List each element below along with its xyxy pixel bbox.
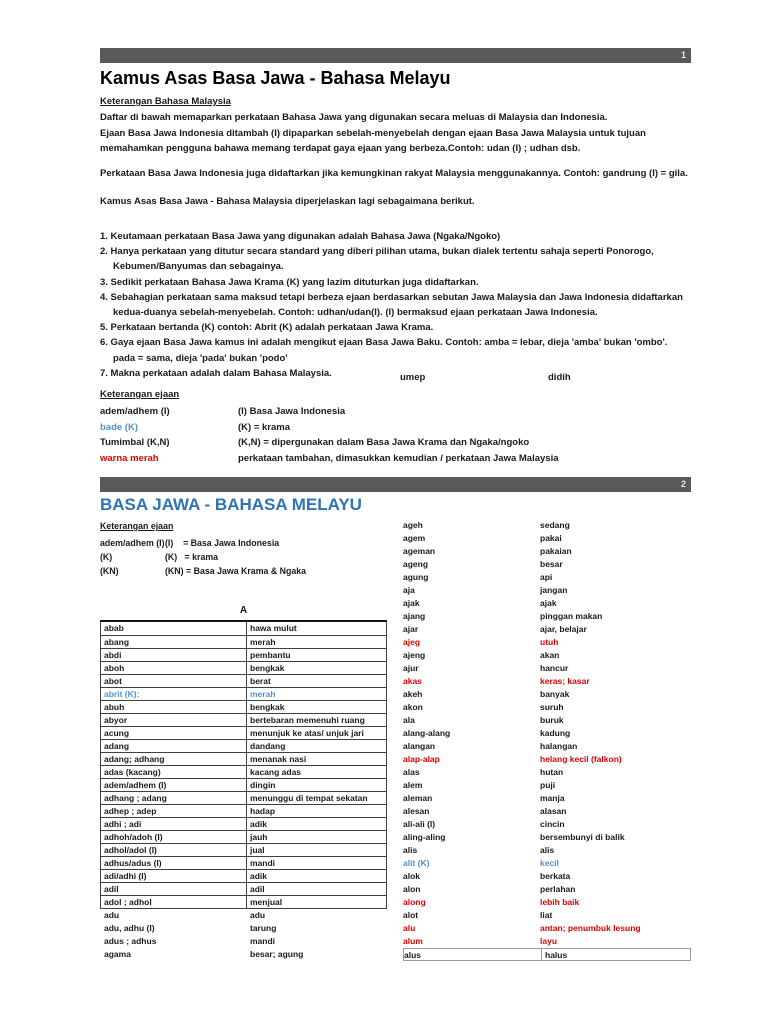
jawa-word: along: [403, 897, 426, 907]
melayu-meaning: alis: [540, 845, 555, 855]
jawa-word: adhi ; adi: [101, 818, 247, 830]
melayu-meaning: adu: [250, 910, 266, 920]
jawa-word: ajar: [403, 624, 419, 634]
dictionary-row: [403, 519, 691, 532]
jawa-word: aja: [403, 585, 415, 595]
dictionary-row: [403, 610, 691, 623]
dictionary-row: [403, 883, 691, 896]
melayu-meaning: bengkak: [250, 702, 285, 712]
dictionary-row: [403, 701, 691, 714]
melayu-meaning: jangan: [540, 585, 568, 595]
dictionary-row: [101, 791, 386, 804]
dictionary-row: [403, 948, 691, 961]
jawa-word: alu: [403, 923, 416, 933]
melayu-meaning: besar: [540, 559, 563, 569]
legend-definition: perkataan tambahan, dimasukkan kemudian / perkataan Jawa Malaysia: [238, 452, 559, 464]
jawa-word: abang: [101, 636, 247, 648]
keterangan-ejaan-heading-page1: Keterangan ejaan: [100, 389, 180, 400]
melayu-meaning: menanak nasi: [250, 754, 307, 764]
melayu-meaning: keras; kasar: [540, 676, 590, 686]
legend-row: [100, 550, 400, 564]
dictionary-row: [403, 727, 691, 740]
jawa-word: ageng: [403, 559, 429, 569]
legend-row: [100, 536, 400, 550]
jawa-word: ajur: [403, 663, 419, 673]
jawa-word: alus: [404, 950, 422, 960]
dictionary-row: [101, 622, 386, 635]
jawa-word: adol ; adhol: [101, 896, 247, 908]
melayu-meaning: banyak: [540, 689, 570, 699]
page1-number: 1: [680, 50, 686, 60]
jawa-word: adu, adhu (I): [104, 923, 155, 933]
jawa-word: ajeng: [403, 650, 426, 660]
paragraph-line: Ejaan Basa Jawa Indonesia ditambah (I) dipaparkan sebelah-menyebelah dengan ejaan Basa Jawa Malaysia untuk tujuan: [100, 127, 646, 139]
stray-word-jawa: umep: [400, 372, 426, 383]
stray-word-melayu: didih: [548, 372, 571, 383]
jawa-word: ajeg: [403, 637, 421, 647]
melayu-meaning: sedang: [540, 520, 570, 530]
dictionary-row: [101, 882, 386, 895]
melayu-meaning: besar; agung: [250, 949, 304, 959]
paragraph-line: Daftar di bawah memaparkan perkataan Bahasa Jawa yang digunakan secara meluas di Malaysia dan Indonesia.: [100, 112, 608, 123]
melayu-meaning: pembantu: [250, 650, 291, 660]
melayu-meaning: dandang: [250, 741, 286, 751]
dictionary-row: [101, 661, 386, 674]
stray-entry-line: [100, 372, 660, 386]
jawa-word: alum: [403, 936, 423, 946]
jawa-word: abyor: [101, 714, 247, 726]
melayu-meaning: helang kecil (falkon): [540, 754, 622, 764]
melayu-meaning: lebih baik: [540, 897, 580, 907]
melayu-meaning: api: [540, 572, 553, 582]
dictionary-row: [403, 545, 691, 558]
jawa-word: alon: [403, 884, 421, 894]
jawa-word: adhep ; adep: [101, 805, 247, 817]
dictionary-row: [403, 636, 691, 649]
dictionary-row: [403, 779, 691, 792]
melayu-meaning: manja: [540, 793, 565, 803]
jawa-word: ajak: [403, 598, 420, 608]
dictionary-row: [403, 675, 691, 688]
melayu-meaning: suruh: [540, 702, 564, 712]
paragraph-intro-list: Kamus Asas Basa Jawa - Bahasa Malaysia diperjelaskan lagi sebagaimana berikut.: [100, 196, 475, 207]
dictionary-row: [101, 869, 386, 882]
dictionary-row: [100, 948, 387, 961]
dictionary-row: [403, 805, 691, 818]
dictionary-row: [101, 635, 386, 648]
melayu-meaning: mandi: [250, 858, 276, 868]
melayu-meaning: utuh: [540, 637, 559, 647]
melayu-meaning: bersembunyi di balik: [540, 832, 625, 842]
ejaan-legend-page1: [100, 404, 691, 466]
legend-row: [100, 564, 400, 578]
dictionary-row: [403, 792, 691, 805]
jawa-word: alang-alang: [403, 728, 451, 738]
legend-term: Tumimbal (K,N): [100, 437, 170, 448]
section-heading-keterangan-bahasa-malaysia: Keterangan Bahasa Malaysia: [100, 96, 231, 107]
dictionary-row: [101, 687, 386, 700]
dictionary-row: [101, 778, 386, 791]
ejaan-legend-page2: [100, 536, 400, 579]
melayu-meaning: antan; penumbuk lesung: [540, 923, 641, 933]
list-line: pada = sama, dieja 'pada' bukan 'podo': [113, 352, 288, 364]
dictionary-row: [100, 922, 387, 935]
legend-term: (KN): [100, 566, 119, 577]
jawa-word: aboh: [101, 662, 247, 674]
jawa-word: adhol/adol (I): [101, 844, 247, 856]
jawa-word: aling-aling: [403, 832, 446, 842]
dictionary-row: [403, 688, 691, 701]
melayu-meaning: adik: [250, 871, 268, 881]
dictionary-row: [101, 674, 386, 687]
dictionary-row: [100, 935, 387, 948]
dictionary-row: [403, 753, 691, 766]
dictionary-row: [403, 766, 691, 779]
melayu-meaning: perlahan: [540, 884, 576, 894]
dictionary-row: [403, 558, 691, 571]
melayu-meaning: jual: [250, 845, 265, 855]
dictionary-row: [403, 740, 691, 753]
dictionary-left-column: [100, 620, 387, 961]
melayu-meaning: berat: [250, 676, 271, 686]
jawa-word: abdi: [101, 649, 247, 661]
intro-paragraph: [100, 110, 646, 157]
melayu-meaning: ajar, belajar: [540, 624, 587, 634]
jawa-word: adhoh/adoh (I): [101, 831, 247, 843]
melayu-meaning: berkata: [540, 871, 571, 881]
melayu-meaning: hutan: [540, 767, 564, 777]
melayu-meaning: alasan: [540, 806, 567, 816]
dictionary-row: [403, 649, 691, 662]
melayu-meaning: halangan: [540, 741, 578, 751]
legend-definition: (KN) = Basa Jawa Krama & Ngaka: [165, 566, 307, 577]
page1-header-bar: [100, 48, 691, 63]
list-line: 5. Perkataan bertanda (K) contoh: Abrit (K) adalah perkataan Jawa Krama.: [100, 322, 434, 334]
melayu-meaning: menunggu di tempat sekatan: [250, 793, 368, 803]
melayu-meaning: kecil: [540, 858, 559, 868]
legend-definition: (K) = krama: [238, 421, 291, 433]
list-line: 4. Sebahagian perkataan sama maksud tetapi berbeza ejaan berdasarkan sebutan Jawa Malaysia dan Jawa Indonesia didaftarkan: [100, 291, 683, 303]
dictionary-row: [101, 817, 386, 830]
melayu-meaning: kacang adas: [250, 767, 302, 777]
jawa-word: adem/adhem (I): [101, 779, 247, 791]
legend-term: warna merah: [100, 452, 159, 464]
jawa-word: adas (kacang): [101, 766, 247, 778]
dictionary-row: [403, 597, 691, 610]
paragraph-indonesia-note: Perkataan Basa Jawa Indonesia juga didaftarkan jika kemungkinan rakyat Malaysia menggunakannya. Contoh: gandrung (I) = gila.: [100, 168, 688, 179]
legend-row: [100, 420, 691, 436]
jawa-word: adang; adhang: [101, 753, 247, 765]
jawa-word: alesan: [403, 806, 430, 816]
jawa-word: akon: [403, 702, 423, 712]
melayu-meaning: pinggan makan: [540, 611, 603, 621]
dictionary-right-column: [403, 519, 691, 961]
jawa-word: ali-ali (I): [403, 819, 436, 829]
melayu-meaning: merah: [250, 637, 276, 647]
jawa-word: adhus/adus (I): [101, 857, 247, 869]
list-line: 7. Makna perkataan adalah dalam Bahasa Malaysia.: [100, 367, 332, 379]
dictionary-row: [403, 571, 691, 584]
legend-definition: (I) = Basa Jawa Indonesia: [165, 538, 280, 548]
jawa-word: adang: [101, 740, 247, 752]
melayu-meaning: pakaian: [540, 546, 572, 556]
jawa-word: ageh: [403, 520, 423, 530]
list-line: 3. Sedikit perkataan Bahasa Jawa Krama (K) yang lazim dituturkan juga didaftarkan.: [100, 276, 479, 288]
numbered-explanation-list: [100, 229, 740, 381]
dictionary-row: [101, 739, 386, 752]
melayu-meaning: menunjuk ke atas/ unjuk jari: [250, 728, 364, 738]
jawa-word: ajang: [403, 611, 426, 621]
jawa-word: abab: [101, 622, 247, 635]
legend-term: bade (K): [100, 421, 138, 433]
melayu-meaning: menjual: [250, 897, 283, 907]
list-line: 2. Hanya perkataan yang ditutur secara standard yang diberi pilihan utama, bukan dialek tertentu sahaja seperti Ponorogo,: [100, 246, 654, 258]
dictionary-row: [100, 909, 387, 922]
melayu-meaning: puji: [540, 780, 556, 790]
jawa-word: adus ; adhus: [104, 936, 157, 946]
melayu-meaning: ajak: [540, 598, 557, 608]
melayu-meaning: kadung: [540, 728, 571, 738]
jawa-word: adi/adhi (I): [101, 870, 247, 882]
dictionary-row: [101, 765, 386, 778]
melayu-meaning: hawa mulut: [250, 623, 297, 633]
jawa-word: alangan: [403, 741, 436, 751]
dictionary-row: [403, 857, 691, 870]
jawa-word: agung: [403, 572, 429, 582]
jawa-word: alas: [403, 767, 420, 777]
jawa-word: alok: [403, 871, 421, 881]
jawa-word: adil: [101, 883, 247, 895]
jawa-word: adu: [104, 910, 120, 920]
jawa-word: aleman: [403, 793, 433, 803]
jawa-word: alap-alap: [403, 754, 440, 764]
jawa-word: alot: [403, 910, 419, 920]
jawa-word: alit (K): [403, 858, 430, 868]
dictionary-row: [403, 584, 691, 597]
jawa-word: agem: [403, 533, 426, 543]
dictionary-row: [403, 831, 691, 844]
dictionary-table-plain: [100, 909, 387, 961]
dictionary-row: [403, 844, 691, 857]
jawa-word: acung: [101, 727, 247, 739]
melayu-meaning: jauh: [250, 832, 268, 842]
dictionary-row: [101, 895, 386, 908]
dictionary-row: [403, 896, 691, 909]
legend-term: adem/adhem (I): [100, 538, 165, 548]
page2-title: BASA JAWA - BAHASA MELAYU: [100, 495, 362, 514]
legend-definition: (K,N) = dipergunakan dalam Basa Jawa Krama dan Ngaka/ngoko: [238, 437, 530, 448]
jawa-word: ala: [403, 715, 415, 725]
legend-definition: (K) = krama: [165, 552, 219, 563]
legend-row: [100, 404, 691, 420]
melayu-meaning: mandi: [250, 936, 276, 946]
melayu-meaning: halus: [541, 949, 690, 960]
jawa-word: alem: [403, 780, 423, 790]
page2-header-bar: [100, 477, 691, 492]
jawa-word: agama: [104, 949, 131, 959]
paragraph-line: memahamkan pengguna bahawa memang terdapat gaya ejaan yang berbeza.Contoh: udan (I) ; udhan dsb.: [100, 143, 581, 155]
dictionary-row: [101, 648, 386, 661]
dictionary-table-bordered: [100, 620, 387, 909]
jawa-word: akeh: [403, 689, 423, 699]
keterangan-ejaan-heading-page2: Keterangan ejaan: [100, 521, 174, 531]
legend-row: [100, 451, 691, 467]
jawa-word: ageman: [403, 546, 436, 556]
dictionary-row: [101, 726, 386, 739]
jawa-word: akas: [403, 676, 422, 686]
jawa-word: adhang ; adang: [101, 792, 247, 804]
list-line: 6. Gaya ejaan Basa Jawa kamus ini adalah mengikut ejaan Basa Jawa Baku. Contoh: amba = lebar, dieja 'amba' bukan 'ombo'.: [100, 337, 668, 349]
melayu-meaning: adil: [250, 884, 265, 894]
melayu-meaning: layu: [540, 936, 558, 946]
letter-a-header: A: [239, 605, 248, 616]
document-title: Kamus Asas Basa Jawa - Bahasa Melayu: [100, 68, 451, 88]
dictionary-row: [403, 935, 691, 948]
melayu-meaning: buruk: [540, 715, 564, 725]
dictionary-row: [403, 909, 691, 922]
melayu-meaning: liat: [540, 910, 553, 920]
melayu-meaning: hadap: [250, 806, 276, 816]
melayu-meaning: tarung: [250, 923, 277, 933]
dictionary-row: [101, 856, 386, 869]
melayu-meaning: bengkak: [250, 663, 285, 673]
jawa-word: alis: [403, 845, 418, 855]
melayu-meaning: cincin: [540, 819, 565, 829]
dictionary-row: [101, 843, 386, 856]
dictionary-row: [403, 714, 691, 727]
list-line: Kebumen/Banyumas dan sebagainya.: [113, 261, 284, 273]
jawa-word: abrit (K):: [101, 688, 247, 700]
legend-term: (K): [100, 552, 113, 563]
melayu-meaning: adik: [250, 819, 268, 829]
dictionary-row: [101, 804, 386, 817]
melayu-meaning: hancur: [540, 663, 569, 673]
legend-term: adem/adhem (I): [100, 406, 170, 417]
melayu-meaning: dingin: [250, 780, 276, 790]
list-line: kedua-duanya sebelah-menyebelah. Contoh: udhan/udan(I). (I) bermaksud ejaan perkataan Jawa Indonesia.: [113, 307, 598, 319]
melayu-meaning: bertebaran memenuhi ruang: [250, 715, 365, 725]
page2-number: 2: [680, 479, 686, 489]
dictionary-row: [403, 870, 691, 883]
jawa-word: abot: [101, 675, 247, 687]
dictionary-row: [101, 830, 386, 843]
jawa-word: abuh: [101, 701, 247, 713]
dictionary-row: [101, 752, 386, 765]
melayu-meaning: akan: [540, 650, 560, 660]
legend-definition: (I) Basa Jawa Indonesia: [238, 406, 346, 417]
dictionary-row: [403, 623, 691, 636]
list-line: 1. Keutamaan perkataan Basa Jawa yang digunakan adalah Bahasa Jawa (Ngaka/Ngoko): [100, 231, 501, 242]
dictionary-row: [403, 922, 691, 935]
dictionary-row: [101, 713, 386, 726]
dictionary-row: [403, 532, 691, 545]
melayu-meaning: pakai: [540, 533, 562, 543]
melayu-meaning: merah: [250, 689, 276, 699]
legend-row: [100, 435, 691, 451]
dictionary-row: [403, 662, 691, 675]
dictionary-row: [101, 700, 386, 713]
dictionary-row: [403, 818, 691, 831]
